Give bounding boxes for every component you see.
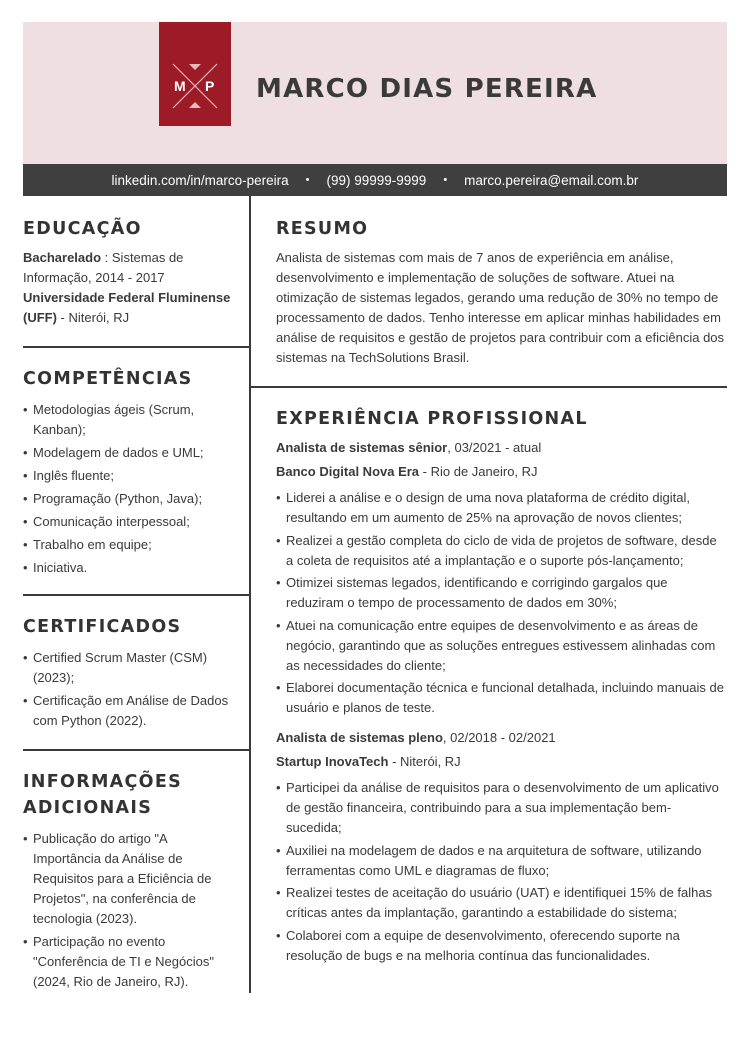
job-period: , 03/2021 - atual	[447, 440, 542, 455]
education-section	[23, 216, 233, 328]
monogram-letter-left: M	[174, 78, 186, 94]
job-bullets	[276, 778, 726, 966]
list-item: • Trabalho em equipe;	[23, 535, 233, 555]
list-item: • Realizei testes de aceitação do usuário (UAT) e identifiquei 15% de falhas críticas antes da implantação, garantindo a estabilidade do sistema;	[276, 883, 726, 923]
list-item: • Otimizei sistemas legados, identificando e corrigindo gargalos que reduziram o tempo de processamento de dados em 30%;	[276, 573, 726, 613]
additional-info-section	[23, 769, 233, 995]
skills-section	[23, 366, 233, 581]
email-link[interactable]: marco.pereira@email.com.br	[464, 172, 639, 188]
job-company-line	[276, 462, 726, 482]
section-title-skills: COMPETÊNCIAS	[23, 369, 193, 389]
candidate-name: MARCO DIAS PEREIRA	[256, 74, 598, 104]
job-title-line	[276, 438, 726, 458]
list-item: • Publicação do artigo "A Importância da Análise de Requisitos para a Eficiência de Projetos", na conferência de tecnologia (2023).	[23, 829, 233, 929]
list-item: • Certified Scrum Master (CSM) (2023);	[23, 648, 233, 688]
list-item: • Atuei na comunicação entre equipes de desenvolvimento e as áreas de negócio, garantindo que as soluções entregues estivessem alinhadas com as necessidades do cliente;	[276, 616, 726, 676]
list-item: • Modelagem de dados e UML;	[23, 443, 233, 463]
separator-dot: •	[305, 174, 310, 186]
degree-details: : Sistemas de Informação, 2014 - 2017	[23, 250, 184, 285]
list-item: • Metodologias ágeis (Scrum, Kanban);	[23, 400, 233, 440]
degree-name: Bacharelado	[23, 250, 102, 265]
list-item: • Auxiliei na modelagem de dados e na arquitetura de software, utilizando ferramentas como UML e diagramas de fluxo;	[276, 841, 726, 881]
job-entry	[276, 728, 726, 966]
job-company-line	[276, 752, 726, 772]
certificates-section	[23, 614, 233, 734]
job-location: - Niterói, RJ	[388, 754, 461, 769]
monogram-logo	[159, 22, 231, 126]
institution-location: - Niterói, RJ	[56, 310, 130, 325]
linkedin-link[interactable]: linkedin.com/in/marco-pereira	[111, 172, 289, 188]
section-title-experience: EXPERIÊNCIA PROFISSIONAL	[276, 409, 588, 429]
summary-text: Analista de sistemas com mais de 7 anos de experiência em análise, desenvolvimento e implementação de soluções de software. Atuei na otimização de sistemas legados, gerando uma redução de 30% no tempo de processamento de dados. Tenho interesse em aplicar minhas habilidades em análise de requisitos e gestão de projetos para contribuir com a eficiência dos sistemas na TechSolutions Brasil.	[276, 250, 725, 365]
list-item: • Iniciativa.	[23, 558, 233, 578]
section-title-education: EDUCAÇÃO	[23, 219, 142, 239]
job-bullets	[276, 488, 726, 718]
phone-number: (99) 99999-9999	[326, 172, 427, 188]
section-divider	[23, 594, 250, 596]
section-divider	[23, 749, 250, 751]
monogram-cross-icon	[159, 22, 231, 126]
job-company: Startup InovaTech	[276, 754, 389, 769]
summary-section	[276, 216, 726, 368]
contact-bar	[23, 164, 727, 196]
skills-list	[23, 400, 233, 578]
list-item: • Inglês fluente;	[23, 466, 233, 486]
experience-section	[276, 406, 726, 968]
section-divider	[23, 346, 250, 348]
job-role: Analista de sistemas sênior	[276, 440, 448, 455]
list-item: • Certificação em Análise de Dados com Python (2022).	[23, 691, 233, 731]
job-location: - Rio de Janeiro, RJ	[419, 464, 538, 479]
job-company: Banco Digital Nova Era	[276, 464, 420, 479]
job-title-line	[276, 728, 726, 748]
education-entry	[23, 248, 233, 328]
job-entry	[276, 438, 726, 718]
institution-name: Universidade Federal Fluminense (UFF)	[23, 290, 231, 325]
section-title-certificates: CERTIFICADOS	[23, 617, 182, 637]
certificates-list	[23, 648, 233, 731]
list-item: • Comunicação interpessoal;	[23, 512, 233, 532]
list-item: • Liderei a análise e o design de uma nova plataforma de crédito digital, resultando em um aumento de 25% na aprovação de novos clientes;	[276, 488, 726, 528]
section-divider	[250, 386, 727, 388]
section-title-summary: RESUMO	[276, 219, 369, 239]
list-item: • Participação no evento "Conferência de TI e Negócios" (2024, Rio de Janeiro, RJ).	[23, 932, 233, 992]
list-item: • Participei da análise de requisitos para o desenvolvimento de um aplicativo de gestão financeira, contribuindo para a sua implementação bem-sucedida;	[276, 778, 726, 838]
monogram-letter-right: P	[205, 78, 215, 94]
list-item: • Colaborei com a equipe de desenvolvimento, oferecendo suporte na resolução de bugs e na melhoria contínua das funcionalidades.	[276, 926, 726, 966]
list-item: • Elaborei documentação técnica e funcional detalhada, incluindo manuais de usuário e planos de teste.	[276, 678, 726, 718]
separator-dot: •	[443, 174, 448, 186]
additional-list	[23, 829, 233, 992]
job-role: Analista de sistemas pleno	[276, 730, 443, 745]
header-band	[23, 22, 727, 164]
job-period: , 02/2018 - 02/2021	[442, 730, 556, 745]
list-item: • Realizei a gestão completa do ciclo de vida de projetos de software, desde a coleta de requisitos até a implantação e o suporte pós-lançamento;	[276, 531, 726, 571]
section-title-additional: INFORMAÇÕES ADICIONAIS	[23, 772, 182, 818]
list-item: • Programação (Python, Java);	[23, 489, 233, 509]
